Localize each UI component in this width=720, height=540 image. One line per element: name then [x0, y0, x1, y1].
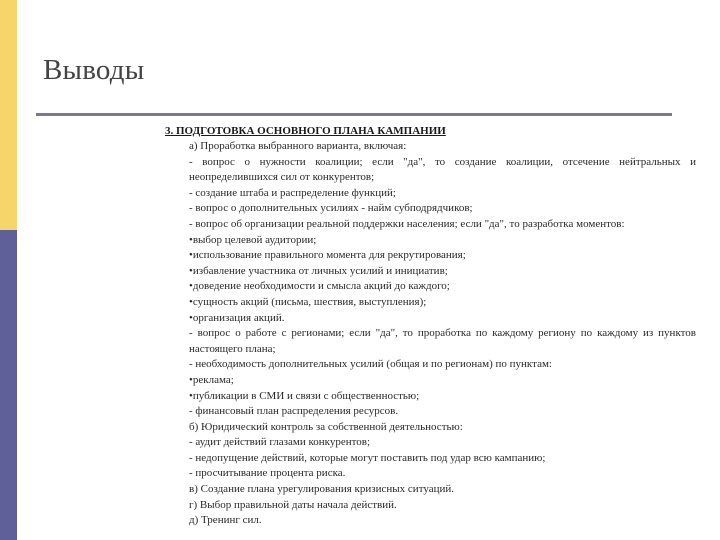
content-line: •публикации в СМИ и связи с общественностью; [189, 389, 420, 402]
content-line: а) Проработка выбранного варианта, включая: [189, 140, 407, 152]
content-line: •организация акций. [189, 311, 285, 324]
content-line: •использование правильного момента для рекрутирования; [189, 249, 466, 262]
content-line: - финансовый план распределения ресурсов. [189, 405, 399, 418]
content-line: •реклама; [189, 373, 234, 386]
content-line: •избавление участника от личных усилий и инициатив; [189, 264, 448, 277]
content-line: д) Тренинг сил. [189, 514, 262, 527]
content-line: б) Юридический контроль за собственной деятельностью: [189, 420, 463, 433]
content-lines [165, 139, 696, 529]
slide-title: Выводы [43, 54, 145, 86]
content-line: - вопрос об организации реальной поддержки населения; если "да", то разработка моментов: [189, 217, 625, 230]
content-line: - вопрос о работе с регионами; если "да", то проработка по каждому региону по каждому из пунктов настоящего плана; [189, 327, 696, 355]
content-line: •доведение необходимости и смысла акций до каждого; [189, 280, 450, 293]
sidebar-accent-yellow [0, 0, 17, 230]
title-divider [36, 113, 672, 116]
content-line: - аудит действий глазами конкурентов; [189, 436, 371, 449]
content-line: - вопрос о дополнительных усилиях - найм субподрядчиков; [189, 202, 473, 215]
content-line: - вопрос о нужности коалиции; если "да", то создание коалиции, отсечение нейтральных и неопределившихся сил от конкурентов; [189, 155, 696, 184]
content-line: в) Создание плана урегулирования кризисных ситуаций. [189, 483, 455, 496]
content-line: - создание штаба и распределение функций; [189, 186, 396, 199]
slide-content [165, 123, 696, 529]
content-line: г) Выбор правильной даты начала действий. [189, 498, 397, 511]
sidebar-accent-blue [0, 230, 17, 540]
section-heading: 3. ПОДГОТОВКА ОСНОВНОГО ПЛАНА КАМПАНИИ [165, 125, 446, 137]
content-line: - недопущение действий, которые могут поставить под удар всю кампанию; [189, 451, 546, 464]
content-line: •сущность акций (письма, шествия, выступления); [189, 295, 427, 308]
content-line: - необходимость дополнительных усилий (общая и по регионам) по пунктам: [189, 358, 552, 371]
content-line: •выбор целевой аудитории; [189, 233, 317, 246]
content-line: - просчитывание процента риска. [189, 467, 346, 480]
